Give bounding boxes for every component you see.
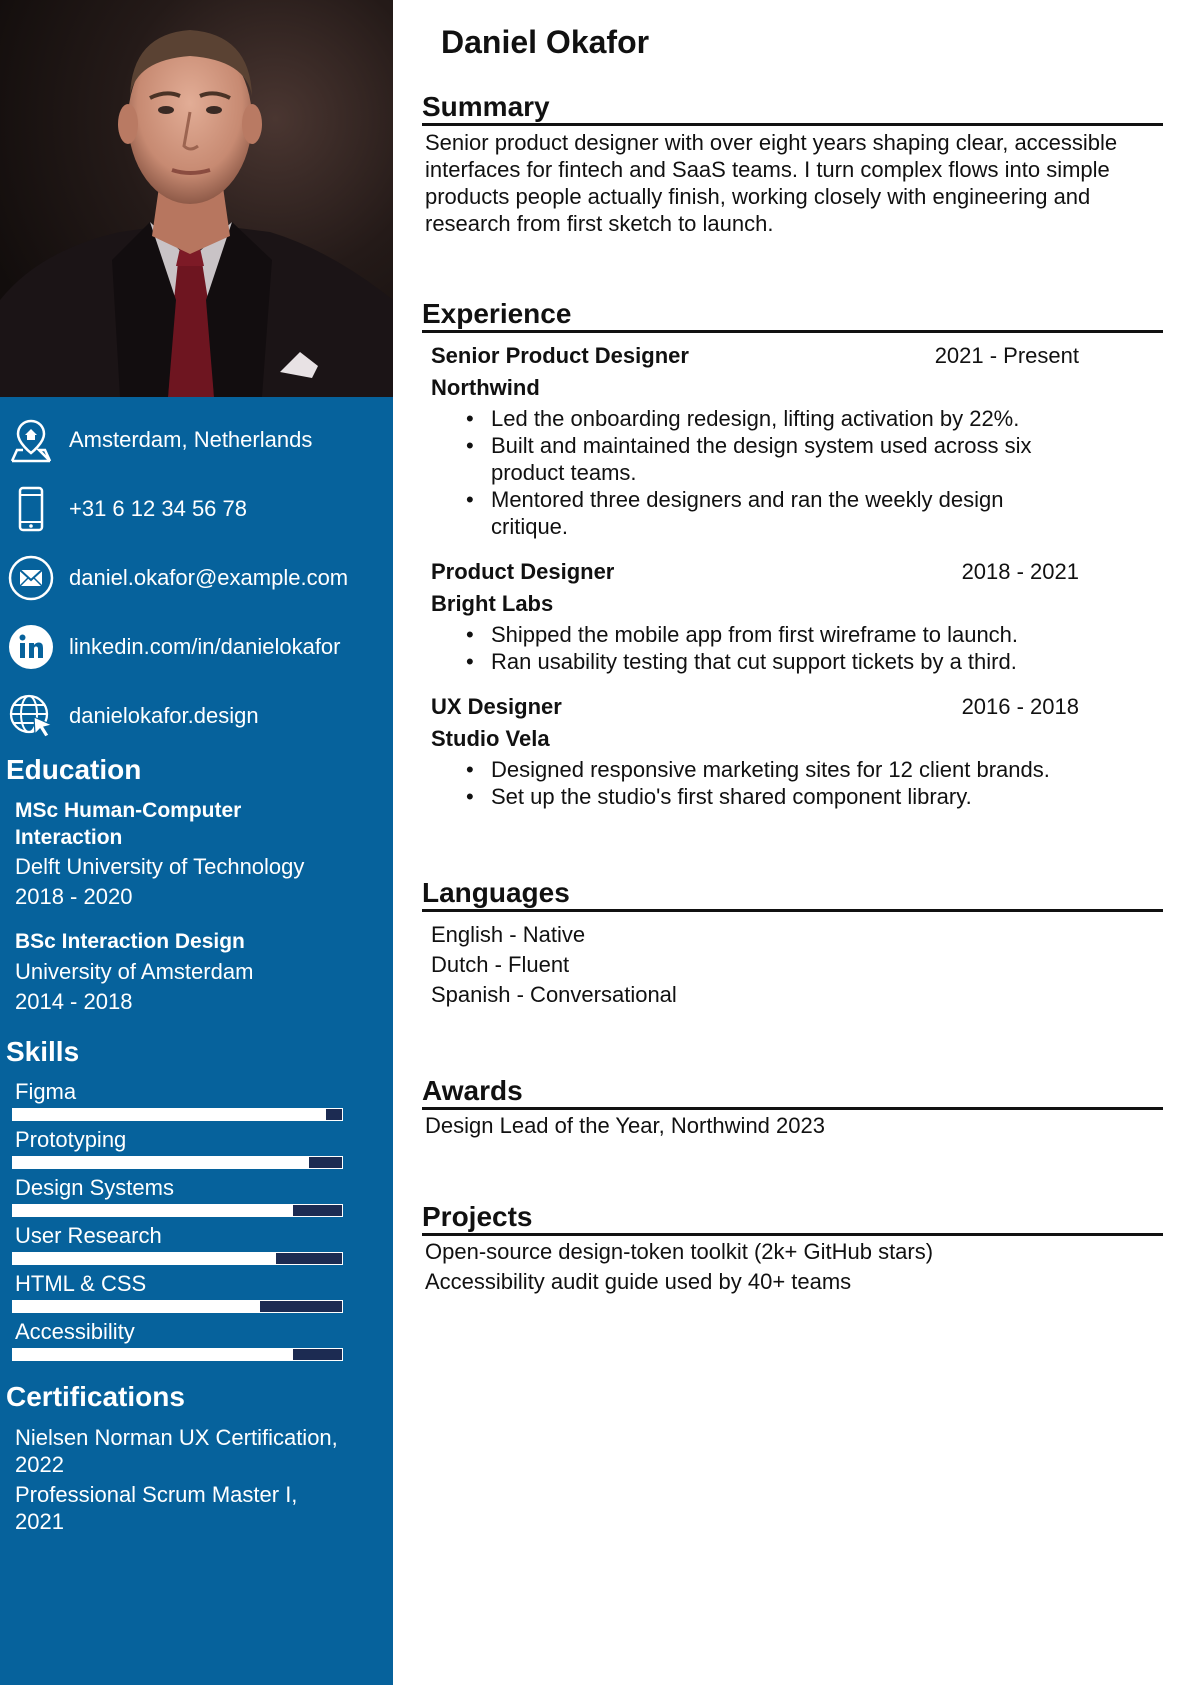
job-dates: 2018 - 2021 — [961, 559, 1079, 584]
education-years: 2018 - 2020 — [15, 884, 133, 909]
job-company: Bright Labs — [431, 591, 554, 616]
education-degree: MSc Human-Computer — [15, 799, 242, 822]
skill-level-bar — [12, 1300, 343, 1313]
skill-level-fill — [13, 1109, 326, 1120]
candidate-name: Daniel Okafor — [441, 24, 650, 60]
job-bullet — [460, 432, 1060, 486]
skill-level-fill — [13, 1205, 293, 1216]
contact-website[interactable] — [0, 685, 393, 745]
awards-heading: Awards — [422, 1075, 1163, 1110]
skill-label: Design Systems — [15, 1175, 174, 1200]
location-pin-icon — [8, 417, 54, 463]
summary-text — [425, 129, 1125, 237]
bullet-text: • Led the onboarding redesign, lifting activation by 22%. — [491, 406, 1020, 431]
bullet-text: • Designed responsive marketing sites for 12 client brands. — [491, 757, 1050, 782]
skill-label: User Research — [15, 1223, 162, 1248]
skill-level-bar — [12, 1108, 343, 1121]
contact-linkedin[interactable] — [0, 616, 393, 676]
linkedin-link[interactable]: linkedin.com/in/danielokafor — [69, 634, 341, 659]
language-item: English - Native — [431, 922, 586, 947]
project-item: Accessibility audit guide used by 40+ teams — [425, 1269, 852, 1294]
bullet-text-cont: product teams. — [491, 460, 637, 485]
profile-photo — [0, 0, 393, 397]
skill-level-bar — [12, 1252, 343, 1265]
skill-level-fill — [13, 1253, 276, 1264]
skill-label: HTML & CSS — [15, 1271, 147, 1296]
job-bullets — [460, 621, 1060, 675]
email-icon — [8, 555, 54, 601]
education-degree-cont: Interaction — [15, 826, 123, 849]
skills-heading: Skills — [6, 1036, 80, 1067]
job-title: Senior Product Designer — [431, 343, 689, 368]
bullet-text-cont: critique. — [491, 514, 569, 539]
summary-line: Senior product designer with over eight years shaping clear, accessible — [425, 130, 1118, 155]
skill-level-fill — [13, 1301, 260, 1312]
certification-item-cont: 2021 — [15, 1509, 64, 1534]
certification-item: Nielsen Norman UX Certification, — [15, 1425, 338, 1450]
summary-line: interfaces for fintech and SaaS teams. I turn complex flows into simple — [425, 157, 1110, 182]
bullet-text: • Ran usability testing that cut support tickets by a third. — [491, 649, 1017, 674]
skill-label: Figma — [15, 1079, 77, 1104]
email-link[interactable]: daniel.okafor@example.com — [69, 565, 349, 590]
job-bullets — [460, 756, 1060, 810]
education-school: University of Amsterdam — [15, 959, 254, 984]
project-item: Open-source design-token toolkit (2k+ GitHub stars) — [425, 1239, 934, 1264]
education-school: Delft University of Technology — [15, 854, 305, 879]
certification-item-cont: 2022 — [15, 1452, 64, 1477]
contact-phone[interactable] — [0, 478, 393, 538]
skill-level-bar — [12, 1204, 343, 1217]
education-degree: BSc Interaction Design — [15, 930, 245, 953]
projects-heading: Projects — [422, 1201, 1163, 1236]
location-text: Amsterdam, Netherlands — [69, 427, 313, 452]
certifications-heading: Certifications — [6, 1381, 185, 1412]
education-heading: Education — [6, 754, 142, 785]
job-title: UX Designer — [431, 694, 562, 719]
job-company: Northwind — [431, 375, 540, 400]
phone-text[interactable]: +31 6 12 34 56 78 — [69, 496, 247, 521]
job-bullet — [460, 405, 1060, 432]
sidebar — [0, 0, 393, 1685]
education-years: 2014 - 2018 — [15, 989, 133, 1014]
job-title: Product Designer — [431, 559, 615, 584]
job-bullets — [460, 405, 1060, 540]
certification-item: Professional Scrum Master I, — [15, 1482, 298, 1507]
job-bullet — [460, 648, 1060, 675]
website-link[interactable]: danielokafor.design — [69, 703, 259, 728]
bullet-text: • Shipped the mobile app from first wireframe to launch. — [491, 622, 1019, 647]
linkedin-icon — [8, 624, 54, 670]
bullet-text: • Set up the studio's first shared component library. — [491, 784, 972, 809]
job-company: Studio Vela — [431, 726, 550, 751]
contact-email[interactable] — [0, 547, 393, 607]
phone-icon — [8, 486, 54, 532]
skill-label: Accessibility — [15, 1319, 135, 1344]
job-bullet — [460, 756, 1060, 783]
job-dates: 2021 - Present — [934, 343, 1079, 368]
summary-line: products people actually finish, working closely with engineering and — [425, 184, 1091, 209]
summary-heading: Summary — [422, 91, 1163, 126]
job-dates: 2016 - 2018 — [961, 694, 1079, 719]
language-item: Dutch - Fluent — [431, 952, 570, 977]
skill-label: Prototyping — [15, 1127, 127, 1152]
contact-location — [0, 409, 393, 469]
job-bullet — [460, 621, 1060, 648]
languages-heading: Languages — [422, 877, 1163, 912]
skill-level-bar — [12, 1348, 343, 1361]
skill-level-bar — [12, 1156, 343, 1169]
award-item: Design Lead of the Year, Northwind 2023 — [425, 1113, 825, 1138]
job-bullet — [460, 783, 1060, 810]
language-item: Spanish - Conversational — [431, 982, 677, 1007]
globe-cursor-icon — [8, 693, 54, 739]
summary-line: research from first sketch to launch. — [425, 211, 774, 236]
bullet-text: • Built and maintained the design system used across six — [491, 433, 1032, 458]
bullet-text: • Mentored three designers and ran the weekly design — [491, 487, 1004, 512]
experience-heading: Experience — [422, 298, 1163, 333]
job-bullet — [460, 486, 1060, 540]
skill-level-fill — [13, 1157, 309, 1168]
skill-level-fill — [13, 1349, 293, 1360]
